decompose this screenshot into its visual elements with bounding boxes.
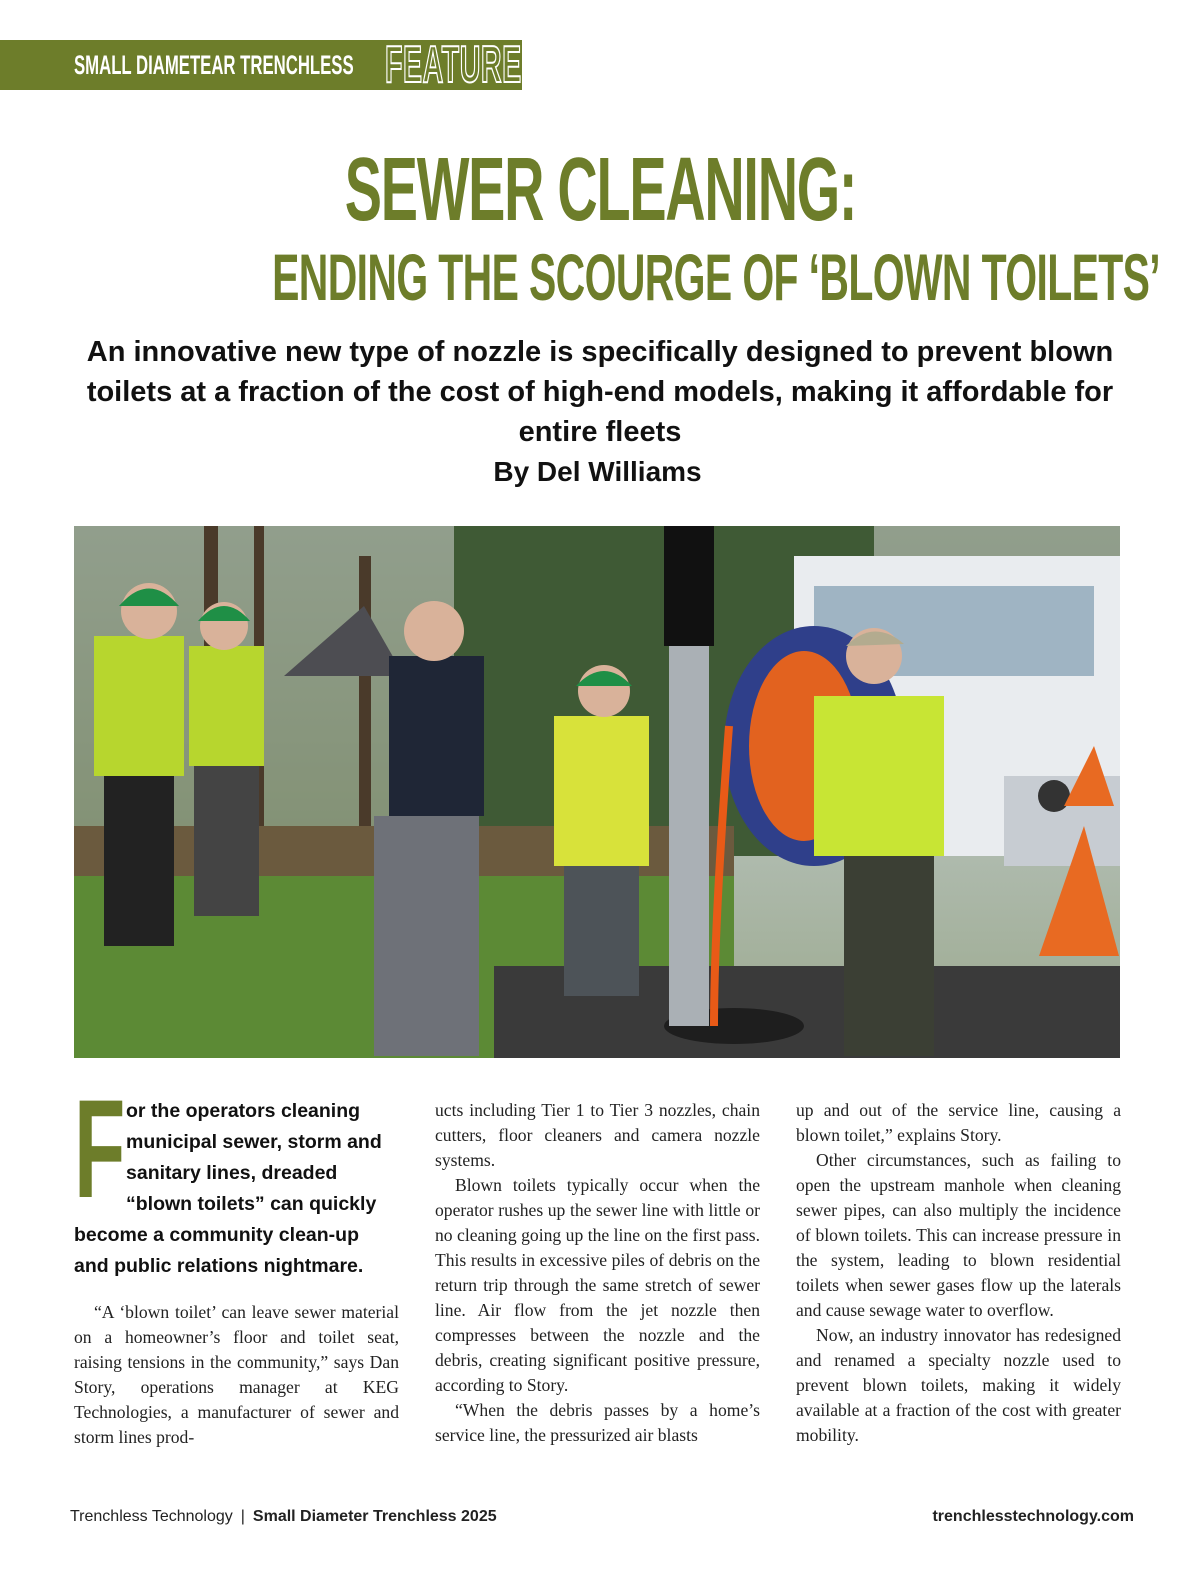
footer-separator: | (240, 1508, 245, 1525)
section-banner (0, 36, 522, 94)
paragraph: Now, an industry innovator has redesigned and renamed a specialty nozzle used to prevent blown toilets, making it widely available at a fraction of the cost with greater mobility. (796, 1325, 1121, 1445)
sewer-crew-photo (74, 526, 1120, 1058)
footer-issue: Small Diameter Trenchless 2025 (252, 1508, 497, 1525)
section-label: SMALL DIAMETEAR TRENCHLESS (74, 49, 354, 80)
feature-label-box (384, 36, 522, 94)
article-column-2 (435, 1098, 760, 1448)
lead-paragraph: or the operators cleaning municipal sewer, storm and sanitary lines, dreaded “blown toilets” can quickly become a community clean-up and public relations nightmare. (74, 1100, 382, 1277)
article-column-3 (796, 1098, 1121, 1448)
paragraph: “When the debris passes by a home’s service line, the pressurized air blasts (435, 1400, 760, 1445)
drop-cap: F (74, 1070, 126, 1227)
footer-publication-info (70, 1508, 497, 1526)
paragraph: ucts including Tier 1 to Tier 3 nozzles, chain cutters, floor cleaners and camera nozzle systems. (435, 1100, 760, 1170)
paragraph: Other circumstances, such as failing to open the upstream manhole when cleaning sewer pipes, can also multiply the incidence of blown toilets. This can increase pressure in the system, leading to blown residential toilets when sewer gases flow up the laterals and cause sewage water to overflow. (796, 1150, 1121, 1320)
headline-line2: ENDING THE SCOURGE OF ‘BLOWN TOILETS’ (272, 240, 1161, 314)
paragraph: Blown toilets typically occur when the operator rushes up the sewer line with little or no cleaning going up the line on the first pass. This results in excessive piles of debris on the return trip through the same stretch of sewer line. Air flow from the jet nozzle then compresses between the nozzle and the debris, creating significant positive pressure, according to Story. (435, 1175, 760, 1395)
paragraph: “A ‘blown toilet’ can leave sewer material on a homeowner’s floor and toilet seat, raising tensions in the community,” says Dan Story, operations manager at KEG Technologies, a manufacturer of sewer and storm lines prod- (74, 1302, 399, 1447)
photo-illustration (74, 526, 1120, 1058)
footer-publication: Trenchless Technology (70, 1508, 233, 1525)
byline: By Del Williams (493, 456, 702, 487)
headline (0, 140, 1200, 314)
feature-label: FEATURE (384, 36, 522, 94)
subheadline: An innovative new type of nozzle is specifically designed to prevent blown toilets at a fraction of the cost of high-end models, making it affordable for entire fleets (86, 336, 1114, 448)
paragraph: up and out of the service line, causing a blown toilet,” explains Story. (796, 1100, 1121, 1145)
page-footer (70, 1508, 1134, 1532)
article-column-1 (74, 1070, 399, 1450)
headline-line1: SEWER CLEANING: (344, 140, 856, 240)
footer-website-link[interactable]: trenchlesstechnology.com (932, 1508, 1134, 1525)
